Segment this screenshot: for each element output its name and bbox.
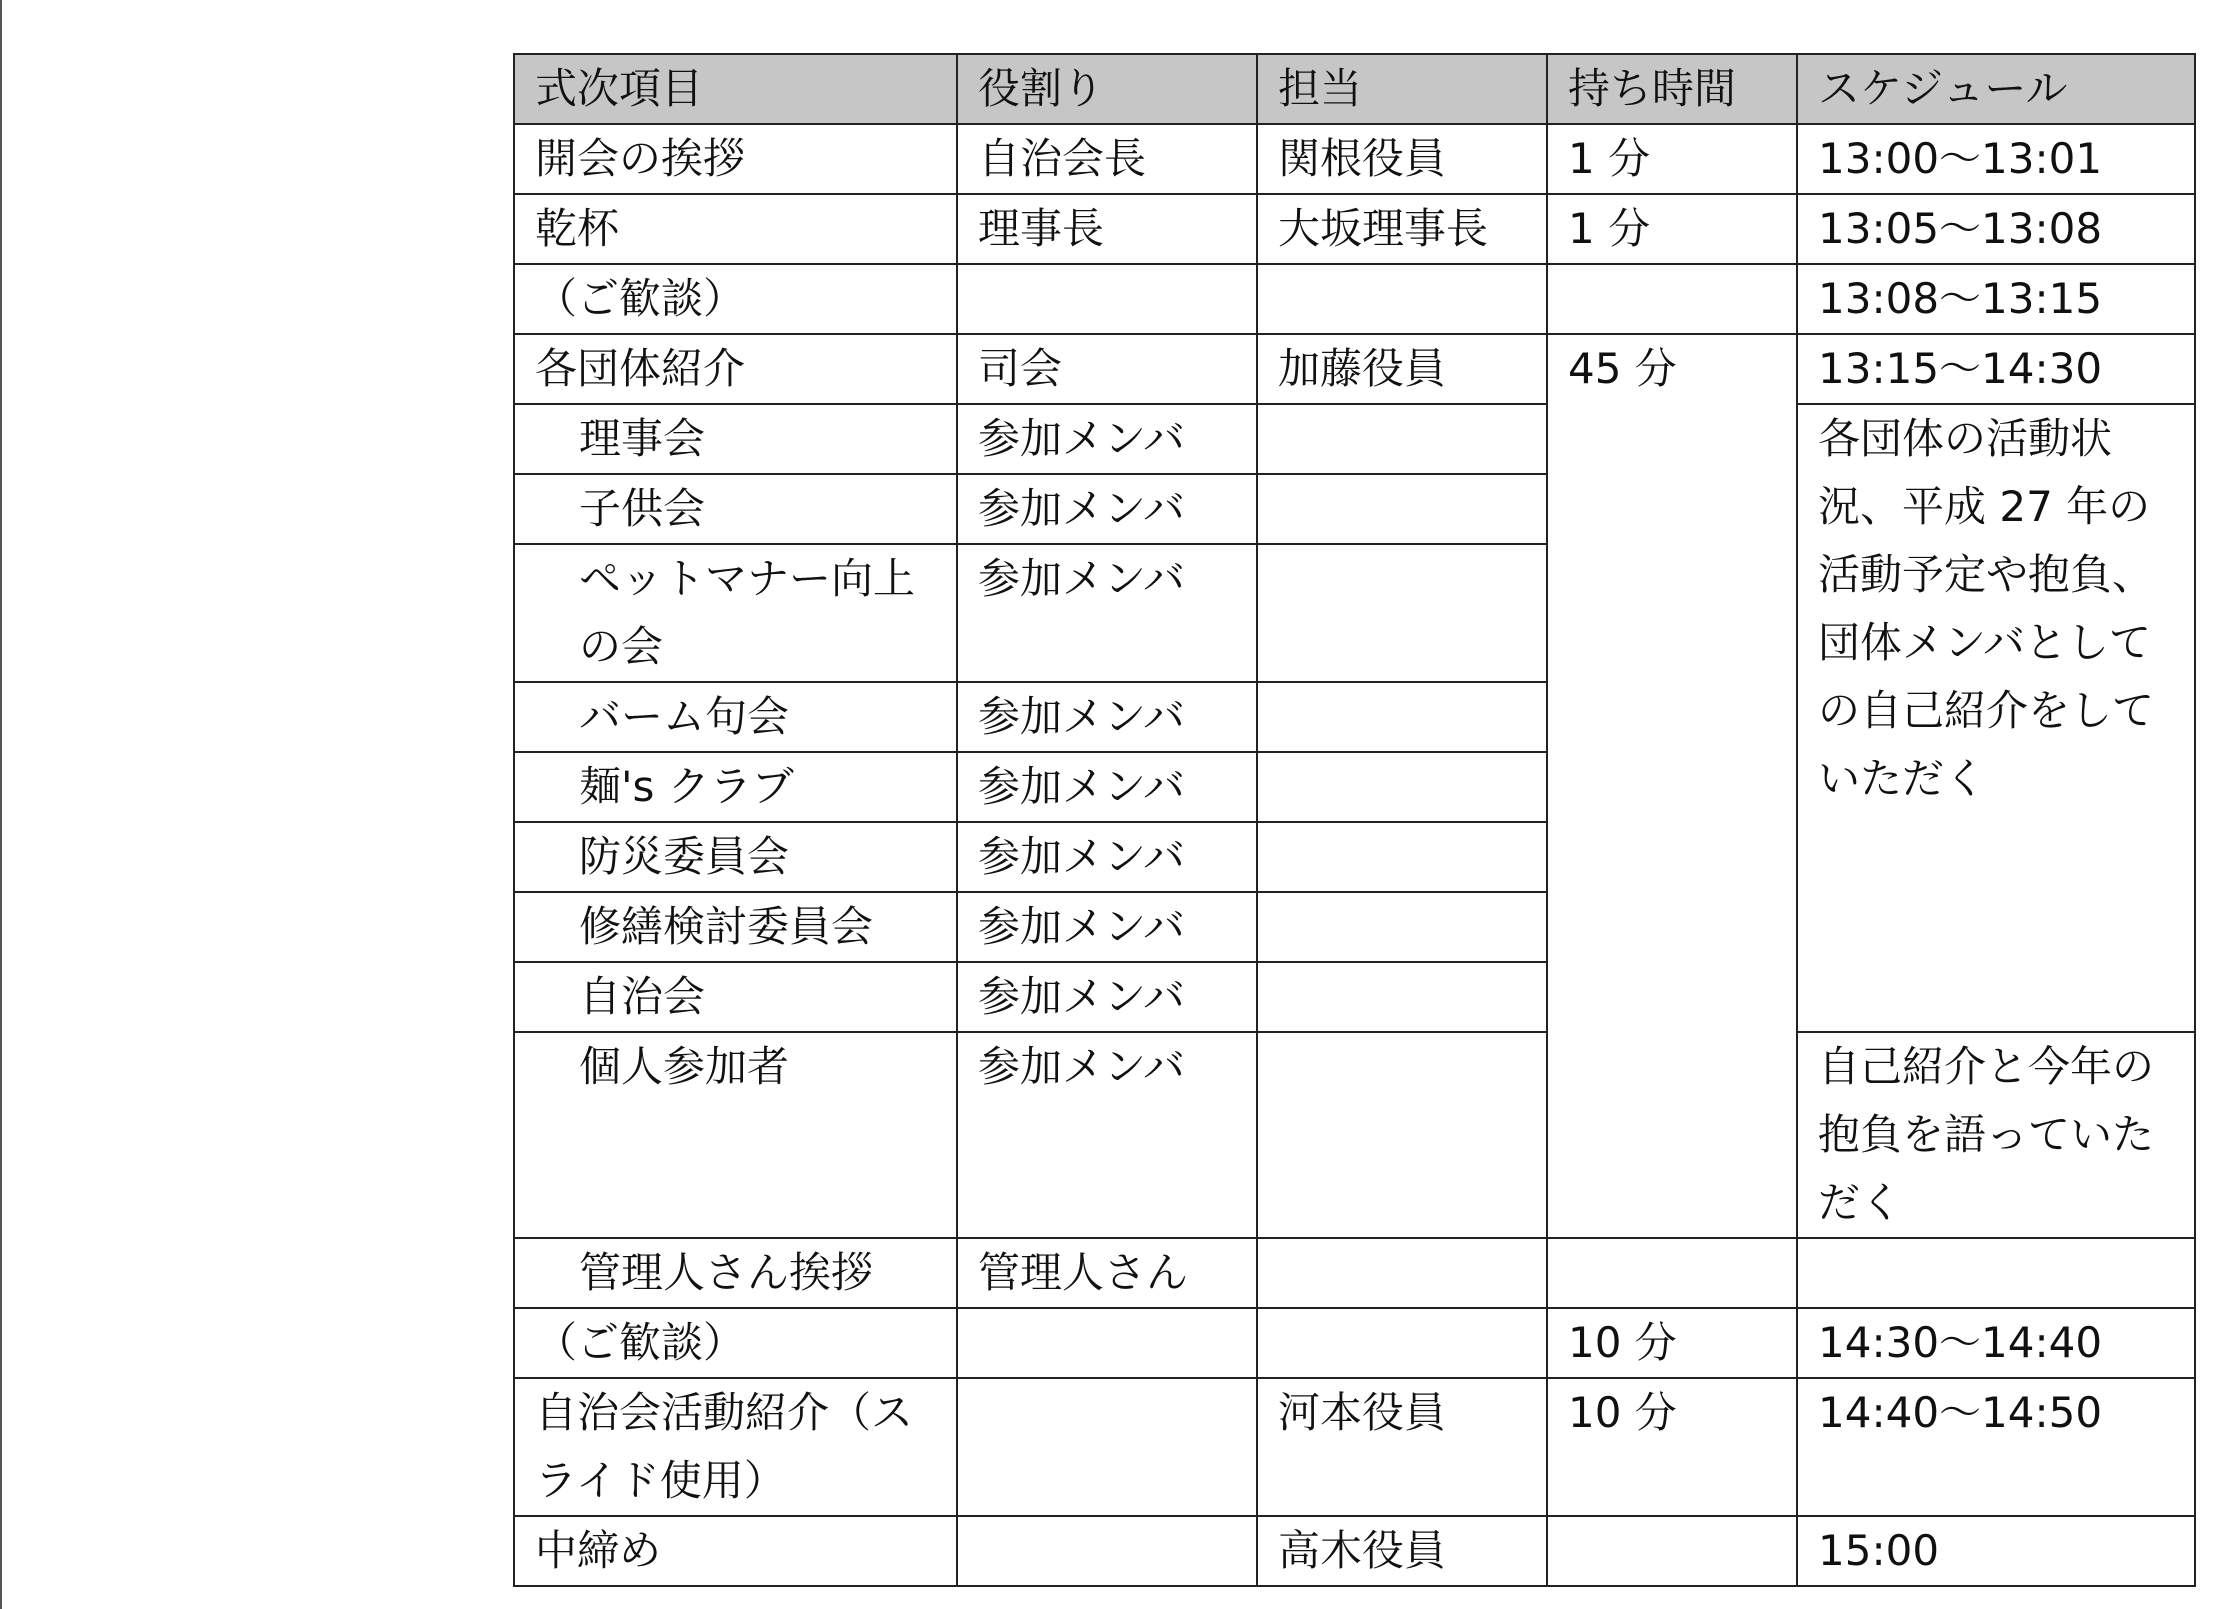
item-cell: 個人参加者 [514,1032,957,1238]
item-cell: （ご歓談） [514,264,957,334]
role-cell: 参加メンバ [957,404,1257,474]
individual-note: 自己紹介と今年の抱負を語っていただく [1797,1032,2195,1238]
table-row [514,1516,2195,1586]
header-role: 役割り [957,54,1257,124]
header-duration: 持ち時間 [1547,54,1797,124]
page-edge-line [0,0,2,1609]
item-cell: 自治会 [514,962,957,1032]
schedule-cell [1797,1238,2195,1308]
role-cell: 自治会長 [957,124,1257,194]
table-row [514,334,2195,404]
schedule-cell: 14:40～14:50 [1797,1378,2195,1516]
role-cell: 参加メンバ [957,682,1257,752]
item-cell: 中締め [514,1516,957,1586]
person-cell [1257,1238,1547,1308]
table-row [514,1378,2195,1516]
role-cell: 参加メンバ [957,892,1257,962]
duration-cell: 10 分 [1547,1378,1797,1516]
person-cell [1257,822,1547,892]
item-cell: 理事会 [514,404,957,474]
person-cell [1257,1032,1547,1238]
person-cell [1257,682,1547,752]
item-cell: 乾杯 [514,194,957,264]
schedule-cell: 14:30～14:40 [1797,1308,2195,1378]
duration-cell [1547,1238,1797,1308]
person-cell: 大坂理事長 [1257,194,1547,264]
header-person: 担当 [1257,54,1547,124]
table-row [514,1238,2195,1308]
group-activity-note: 各団体の活動状況、平成 27 年の活動予定や抱負、団体メンバとしての自己紹介をしていただく [1797,404,2195,1032]
role-cell: 理事長 [957,194,1257,264]
role-cell [957,264,1257,334]
role-cell: 参加メンバ [957,544,1257,682]
role-cell: 参加メンバ [957,752,1257,822]
item-cell: 修繕検討委員会 [514,892,957,962]
duration-cell: 1 分 [1547,124,1797,194]
schedule-cell: 15:00 [1797,1516,2195,1586]
header-item: 式次項目 [514,54,957,124]
role-cell [957,1378,1257,1516]
item-cell: （ご歓談） [514,1308,957,1378]
person-cell: 高木役員 [1257,1516,1547,1586]
table-row [514,1032,2195,1238]
item-cell: 防災委員会 [514,822,957,892]
person-cell: 加藤役員 [1257,334,1547,404]
duration-cell [1547,1516,1797,1586]
duration-cell: 10 分 [1547,1308,1797,1378]
schedule-table [513,53,2196,1587]
item-cell: 子供会 [514,474,957,544]
item-cell: 開会の挨拶 [514,124,957,194]
table-header-row [514,54,2195,124]
duration-cell: 1 分 [1547,194,1797,264]
person-cell [1257,752,1547,822]
person-cell: 河本役員 [1257,1378,1547,1516]
schedule-cell: 13:08～13:15 [1797,264,2195,334]
schedule-cell: 13:00～13:01 [1797,124,2195,194]
item-cell: ペットマナー向上の会 [514,544,957,682]
table-row [514,124,2195,194]
item-cell: 自治会活動紹介（スライド使用） [514,1378,957,1516]
person-cell: 関根役員 [1257,124,1547,194]
table-row [514,1308,2195,1378]
person-cell [1257,892,1547,962]
role-cell: 参加メンバ [957,962,1257,1032]
role-cell [957,1516,1257,1586]
item-cell: バーム句会 [514,682,957,752]
header-schedule: スケジュール [1797,54,2195,124]
role-cell: 参加メンバ [957,1032,1257,1238]
role-cell: 参加メンバ [957,822,1257,892]
role-cell [957,1308,1257,1378]
duration-cell: 45 分 [1547,334,1797,1238]
duration-cell [1547,264,1797,334]
schedule-cell: 13:15～14:30 [1797,334,2195,404]
table-row [514,194,2195,264]
role-cell: 司会 [957,334,1257,404]
schedule-cell: 13:05～13:08 [1797,194,2195,264]
person-cell [1257,474,1547,544]
role-cell: 管理人さん [957,1238,1257,1308]
table-row [514,404,2195,474]
item-cell: 麺's クラブ [514,752,957,822]
person-cell [1257,1308,1547,1378]
person-cell [1257,404,1547,474]
table-row [514,264,2195,334]
person-cell [1257,544,1547,682]
person-cell [1257,264,1547,334]
item-cell: 管理人さん挨拶 [514,1238,957,1308]
person-cell [1257,962,1547,1032]
item-cell: 各団体紹介 [514,334,957,404]
role-cell: 参加メンバ [957,474,1257,544]
